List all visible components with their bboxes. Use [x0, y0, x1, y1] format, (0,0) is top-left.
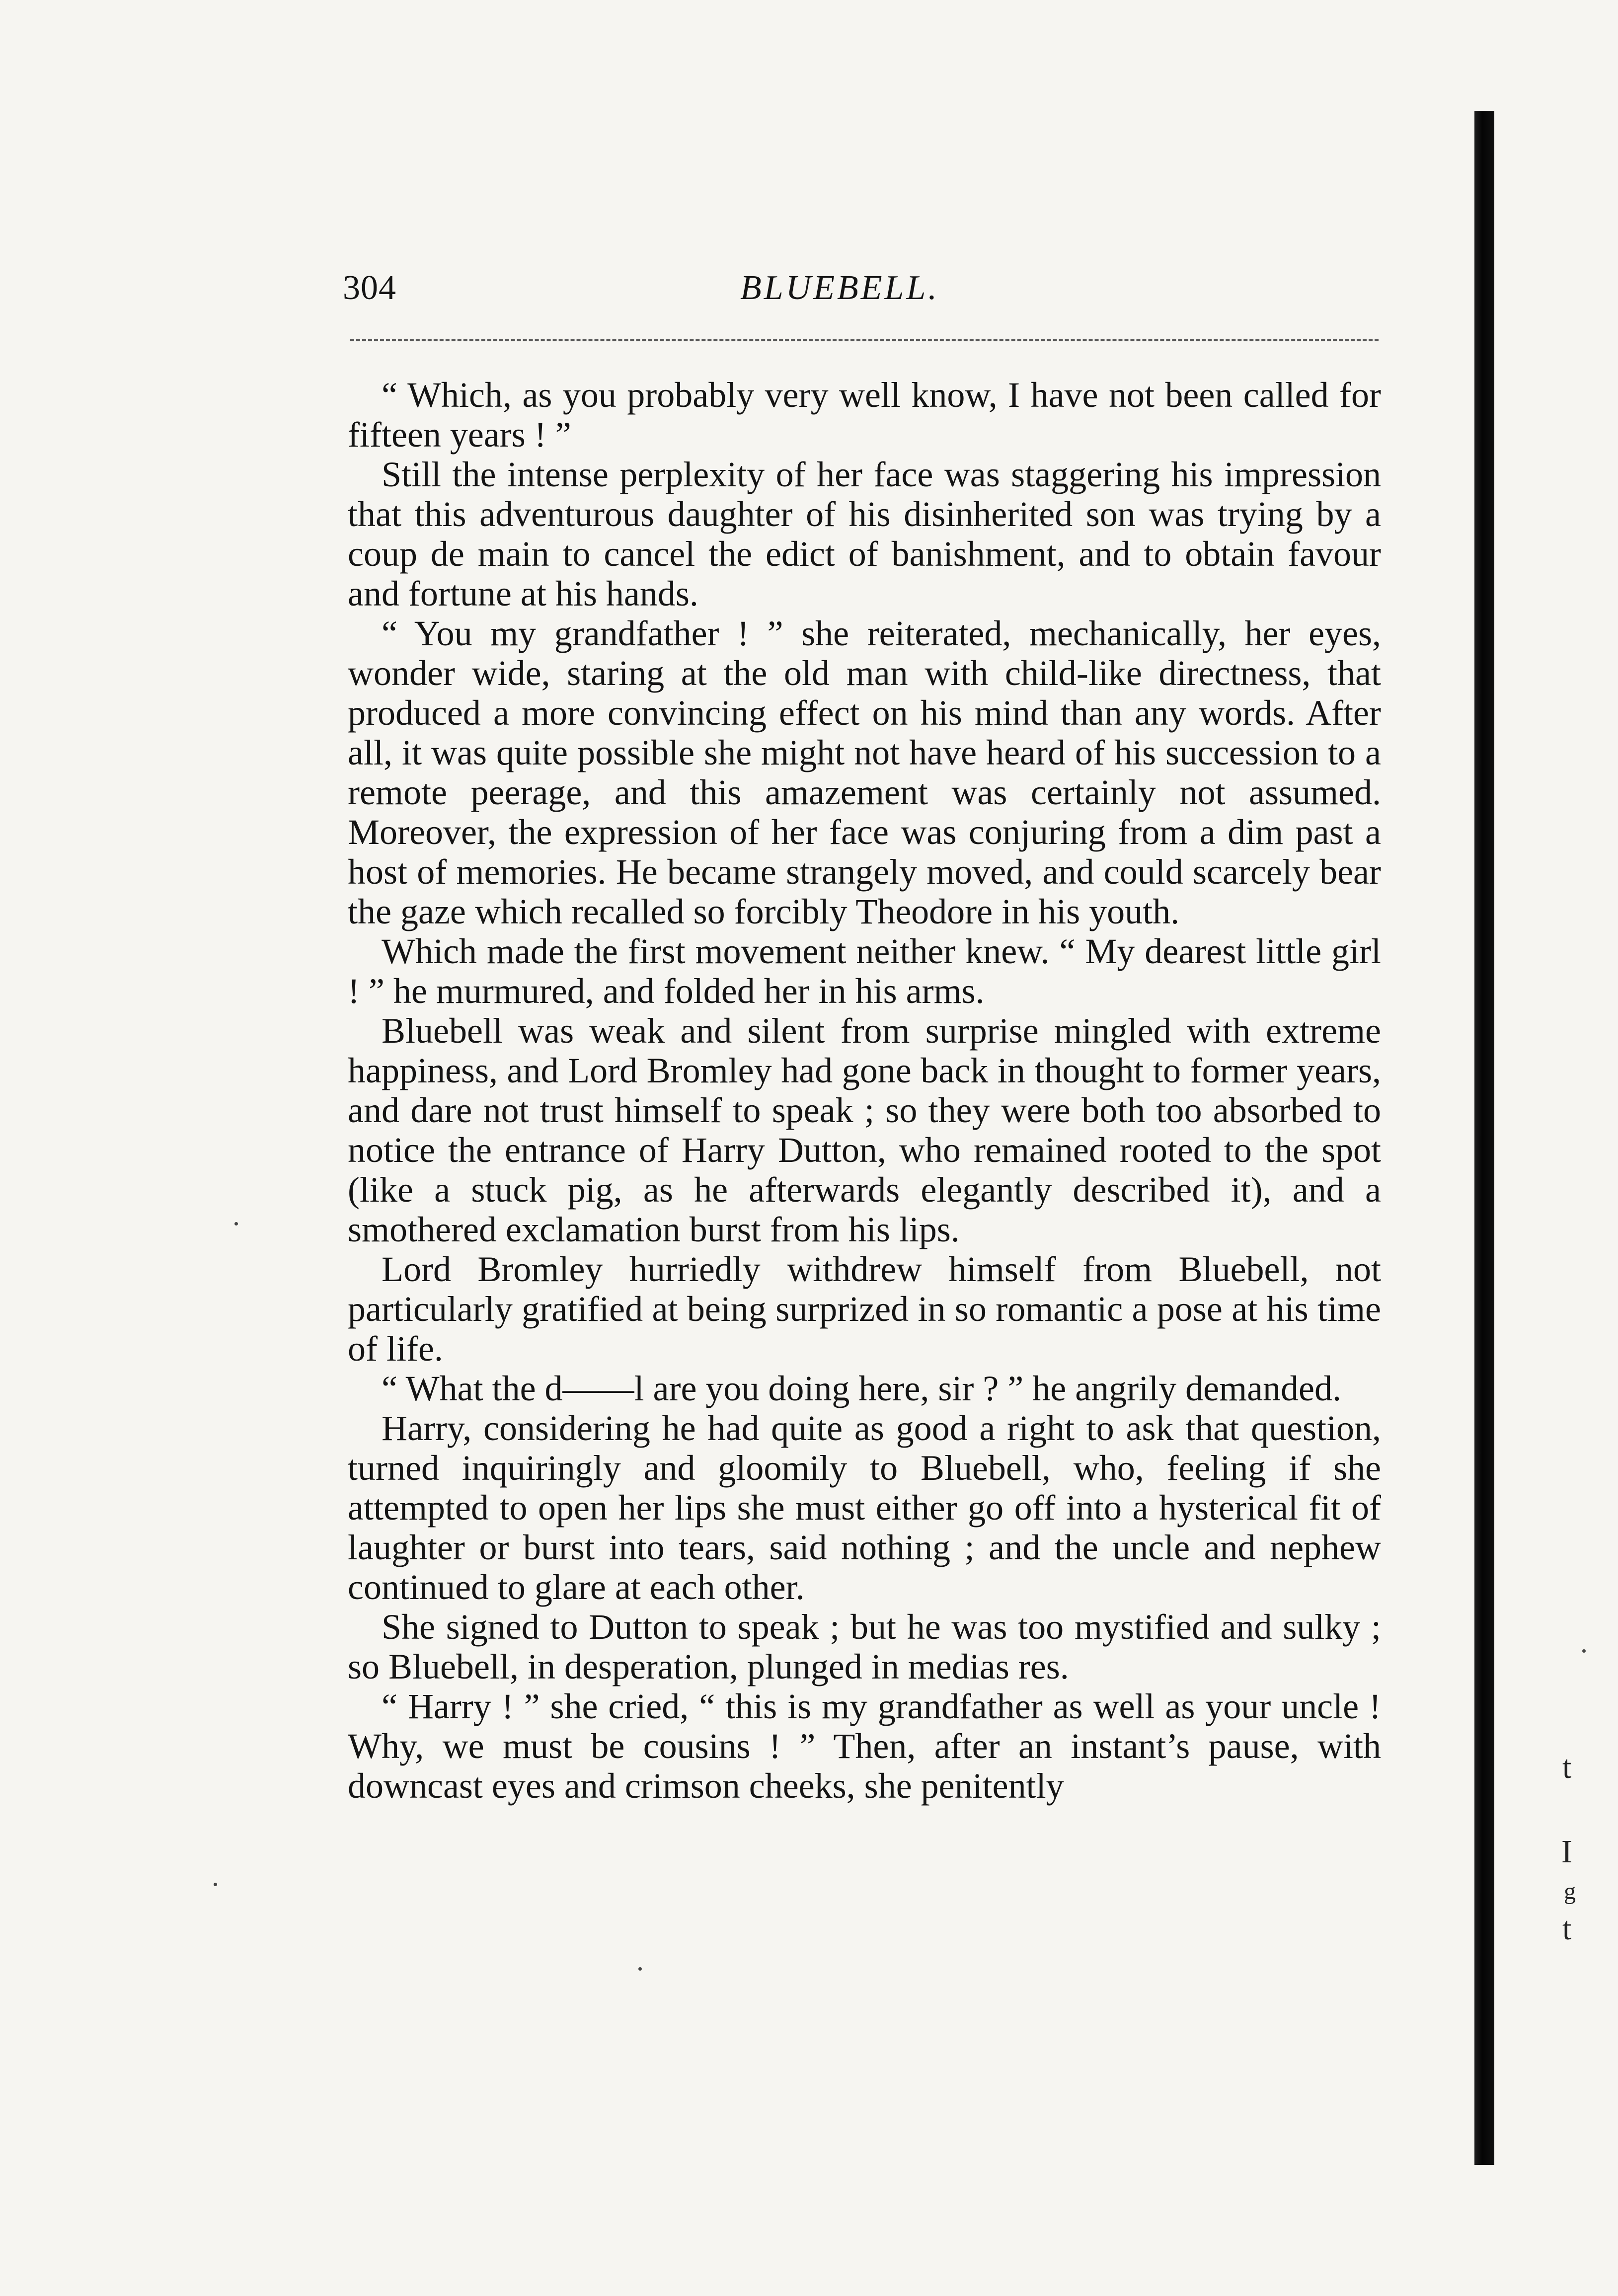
paragraph: “ Harry ! ” she cried, “ this is my grandfather as well as your uncle ! Why, we must be cousins ! ” Then, after an instant’s pause, with downcast eyes and crimson cheeks, she penitently: [348, 1686, 1381, 1806]
bleed-through-letter: I: [1561, 1834, 1572, 1870]
ink-speck: [214, 1883, 217, 1886]
running-title: BLUEBELL.: [740, 269, 939, 307]
paragraph: “ You my grandfather ! ” she reiterated, mechanically, her eyes, wonder wide, staring at the old man with child-like directness, that produced a more convincing effect on his mind than any words. After all, it was quite possible she might not have heard of his succession to a remote peerage, and this amazement was certainly not assumed. Moreover, the expression of her face was conjuring from a dim past a host of memories. He became strangely moved, and could scarcely bear the gaze which recalled so forcibly Theodore in his youth.: [348, 613, 1381, 931]
ink-speck: [1582, 1649, 1586, 1653]
paragraph: Bluebell was weak and silent from surprise mingled with extreme happiness, and Lord Bromley had gone back in thought to former years, and dare not trust himself to speak ; so they were both too absorbed to notice the entrance of Harry Dutton, who remained rooted to the spot (like a stuck pig, as he afterwards elegantly described it), and a smothered exclamation burst from his lips.: [348, 1011, 1381, 1249]
paragraph: Harry, considering he had quite as good a right to ask that question, turned inquiringly and gloomily to Bluebell, who, feeling if she attempted to open her lips she must either go off into a hysterical fit of laughter or burst into tears, said nothing ; and the uncle and nephew continued to glare at each other.: [348, 1408, 1381, 1607]
bleed-through-letter: t: [1562, 1749, 1572, 1785]
paragraph: Which made the first movement neither knew. “ My dearest little girl ! ” he murmured, and folded her in his arms.: [348, 931, 1381, 1011]
page-header: [343, 268, 1381, 323]
paragraph: Lord Bromley hurriedly withdrew himself from Bluebell, not particularly gratified at being surprized in so romantic a pose at his time of life.: [348, 1249, 1381, 1369]
paragraph: “ Which, as you probably very well know, I have not been called for fifteen years ! ”: [348, 375, 1381, 455]
bleed-through-letter: t: [1562, 1911, 1572, 1947]
binding-shadow: [1474, 111, 1494, 2165]
ink-speck: [234, 1222, 238, 1225]
body-text: [348, 375, 1381, 1806]
ink-speck: [638, 1967, 642, 1971]
header-rule: [350, 339, 1379, 341]
bleed-through-letter: g: [1564, 1878, 1576, 1905]
paragraph: Still the intense perplexity of her face was staggering his impression that this adventurous daughter of his disinherited son was trying by a coup de main to cancel the edict of banishment, and to obtain favour and fortune at his hands.: [348, 455, 1381, 613]
paragraph: “ What the d——l are you doing here, sir ? ” he angrily demanded.: [382, 1369, 1342, 1408]
page-number: 304: [343, 269, 396, 307]
paragraph: She signed to Dutton to speak ; but he was too mystified and sulky ; so Bluebell, in desperation, plunged in medias res.: [348, 1607, 1381, 1686]
